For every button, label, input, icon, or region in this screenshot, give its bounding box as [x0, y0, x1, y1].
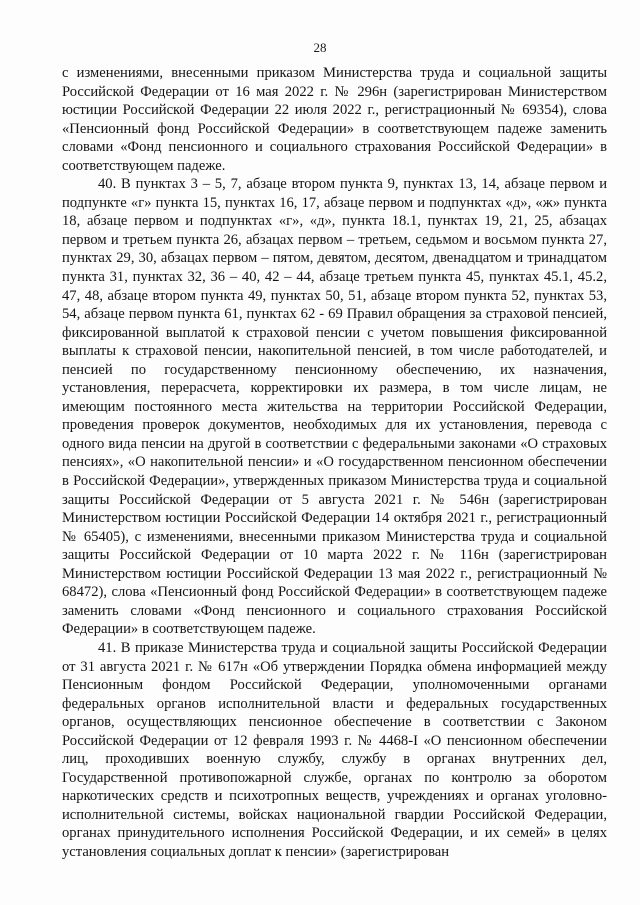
page-number: 28	[313, 40, 327, 55]
paragraph-item-40: 40. В пунктах 3 – 5, 7, абзаце втором пункта 9, пунктах 13, 14, абзаце первом и подпункте «г» пункта 15, пунктах 16, 17, абзаце первом и подпунктах «д», «ж» пункта 18, абзаце первом и подпунктах «г», «д», пункта 18.1, пунктах 19, 21, 25, абзацах первом и третьем пункта 26, абзацах первом – третьем, седьмом и восьмом пункта 27, пунктах 29, 30, абзацах первом – пятом, девятом, десятом, двенадцатом и тринадцатом пункта 31, пунктах 32, 36 – 40, 42 – 44, абзаце третьем пункта 45, пунктах 45.1, 45.2, 47, 48, абзаце втором пункта 49, пунктах 50, 51, абзаце втором пункта 52, пунктах 53, 54, абзаце первом пункта 61, пунктах 62 - 69 Правил обращения за страховой пенсией, фиксированной выплатой к страховой пенсии с учетом повышения фиксированной выплаты к страховой пенсии, накопительной пенсией, в том числе работодателей, и пенсией по государственному пенсионному обеспечению, их назначения, установления, перерасчета, корректировки их размера, в том числе лицам, не имеющим постоянного места жительства на территории Российской Федерации, проведения проверок документов, необходимых для их установления, перевода с одного вида пенсии на другой в соответствии с федеральными законами «О страховых пенсиях», «О накопительной пенсии» и «О государственном пенсионном обеспечении в Российской Федерации», утвержденных приказом Министерства труда и социальной защиты Российской Федерации от 5 августа 2021 г. № 546н (зарегистрирован Министерством юстиции Российской Федерации 14 октября 2021 г., регистрационный № 65405), с изменениями, внесенными приказом Министерства труда и социальной защиты Российской Федерации от 10 марта 2022 г. № 116н (зарегистрирован Министерством юстиции Российской Федерации 13 мая 2022 г., регистрационный № 68472), слова «Пенсионный фонд Российской Федерации» в соответствующем падеже заменить словами «Фонд пенсионного и социального страхования Российской Федерации» в соответствующем падеже.	[62, 176, 607, 638]
document-body	[62, 64, 607, 862]
paragraph-item-41: 41. В приказе Министерства труда и социальной защиты Российской Федерации от 31 августа 2021 г. № 617н «Об утверждении Порядка обмена информацией между Пенсионным фондом Российской Федерации, уполномоченными органами федеральных органов исполнительной власти и федеральных государственных органов, осуществляющих пенсионное обеспечение в соответствии с Законом Российской Федерации от 12 февраля 1993 г. № 4468-I «О пенсионном обеспечении лиц, проходивших военную службу, службу в органах внутренних дел, Государственной противопожарной службе, органах по контролю за оборотом наркотических средств и психотропных веществ, учреждениях и органах уголовно-исполнительной системы, войсках национальной гвардии Российской Федерации, органах принудительного исполнения Российской Федерации, и их семей» в целях установления социальных доплат к пенсии» (зарегистрирован	[62, 639, 607, 860]
paragraph-continuation: с изменениями, внесенными приказом Министерства труда и социальной защиты Российской Федерации от 16 мая 2022 г. № 296н (зарегистрирован Министерством юстиции Российской Федерации 22 июля 2022 г., регистрационный № 69354), слова «Пенсионный фонд Российской Федерации» в соответствующем падеже заменить словами «Фонд пенсионного и социального страхования Российской Федерации» в соответствующем падеже.	[62, 65, 607, 174]
